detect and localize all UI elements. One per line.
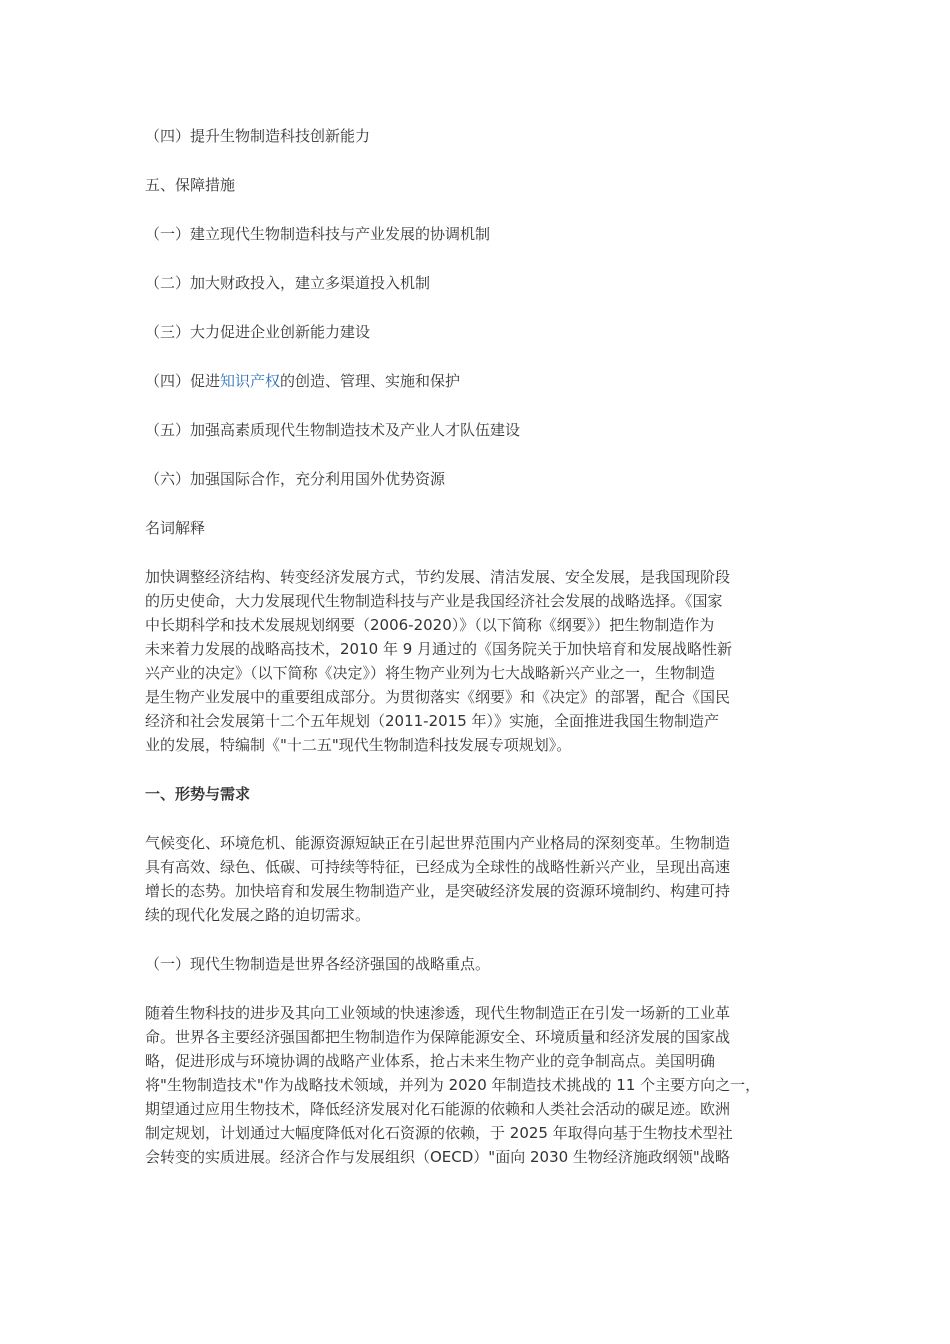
intro-line: 是生物产业发展中的重要组成部分。为贯彻落实《纲要》和《决定》的部署，配合《国民 bbox=[145, 688, 731, 706]
glossary-title: 名词解释 bbox=[145, 519, 206, 537]
outline-item-4-4: （四）提升生物制造科技创新能力 bbox=[145, 127, 371, 145]
outline-item-5-4 bbox=[145, 369, 810, 393]
intro-line: 经济和社会发展第十二个五年规划（2011-2015 年）》实施，全面推进我国生物制造产 bbox=[145, 712, 720, 730]
sub-1-line: 制定规划，计划通过大幅度降低对化石资源的依赖，于 2025 年取得向基于生物技术型社 bbox=[145, 1124, 733, 1142]
intro-line: 业的发展，特编制《"十二五"现代生物制造科技发展专项规划》。 bbox=[145, 736, 572, 754]
sub-1-line: 命。世界各主要经济强国都把生物制造作为保障能源安全、环境质量和经济发展的国家战 bbox=[145, 1028, 731, 1046]
section-1-sub-1-title: （一）现代生物制造是世界各经济强国的战略重点。 bbox=[145, 955, 491, 973]
section-1-line: 气候变化、环境危机、能源资源短缺正在引起世界范围内产业格局的深刻变革。生物制造 bbox=[145, 834, 731, 852]
intellectual-property-link[interactable]: 知识产权 bbox=[220, 372, 281, 390]
section-1-line: 续的现代化发展之路的迫切需求。 bbox=[145, 906, 371, 924]
outline-item-5-4-prefix: （四）促进 bbox=[145, 372, 221, 390]
intro-line: 的历史使命，大力发展现代生物制造科技与产业是我国经济社会发展的战略选择。《国家 bbox=[145, 592, 723, 610]
sub-1-line: 将"生物制造技术"作为战略技术领域，并列为 2020 年制造技术挑战的 11 个主要方向之一， bbox=[145, 1076, 761, 1094]
intro-line: 未来着力发展的战略高技术，2010 年 9 月通过的《国务院关于加快培育和发展战略性新 bbox=[145, 640, 733, 658]
outline-item-5-6: （六）加强国际合作，充分利用国外优势资源 bbox=[145, 470, 446, 488]
outline-item-5-4-suffix: 的创造、管理、实施和保护 bbox=[280, 372, 461, 390]
intro-line: 兴产业的决定》（以下简称《决定》）将生物产业列为七大战略新兴产业之一，生物制造 bbox=[145, 664, 716, 682]
sub-1-line: 期望通过应用生物技术，降低经济发展对化石能源的依赖和人类社会活动的碳足迹。欧洲 bbox=[145, 1100, 731, 1118]
sub-1-line: 略，促进形成与环境协调的战略产业体系，抢占未来生物产业的竞争制高点。美国明确 bbox=[145, 1052, 716, 1070]
intro-line: 加快调整经济结构、转变经济发展方式，节约发展、清洁发展、安全发展，是我国现阶段 bbox=[145, 568, 731, 586]
outline-item-5-3: （三）大力促进企业创新能力建设 bbox=[145, 323, 371, 341]
sub-1-line: 会转变的实质进展。经济合作与发展组织（OECD）"面向 2030 生物经济施政纲领"战略 bbox=[145, 1148, 730, 1166]
section-1-title: 一、形势与需求 bbox=[145, 785, 251, 803]
section-5-title: 五、保障措施 bbox=[145, 176, 236, 194]
intro-line: 中长期科学和技术发展规划纲要（2006-2020）》（以下简称《纲要》）把生物制造作为 bbox=[145, 616, 715, 634]
section-1-sub-1-paragraph bbox=[145, 1001, 810, 1169]
section-1-line: 增长的态势。加快培育和发展生物制造产业，是突破经济发展的资源环境制约、构建可持 bbox=[145, 882, 731, 900]
sub-1-line: 随着生物科技的进步及其向工业领域的快速渗透，现代生物制造正在引发一场新的工业革 bbox=[145, 1004, 731, 1022]
outline-item-5-1: （一）建立现代生物制造科技与产业发展的协调机制 bbox=[145, 225, 491, 243]
section-1-paragraph bbox=[145, 831, 810, 927]
section-1-line: 具有高效、绿色、低碳、可持续等特征，已经成为全球性的战略性新兴产业，呈现出高速 bbox=[145, 858, 731, 876]
outline-item-5-5: （五）加强高素质现代生物制造技术及产业人才队伍建设 bbox=[145, 421, 521, 439]
document-page bbox=[145, 124, 810, 1194]
intro-paragraph bbox=[145, 565, 810, 757]
outline-item-5-2: （二）加大财政投入，建立多渠道投入机制 bbox=[145, 274, 431, 292]
